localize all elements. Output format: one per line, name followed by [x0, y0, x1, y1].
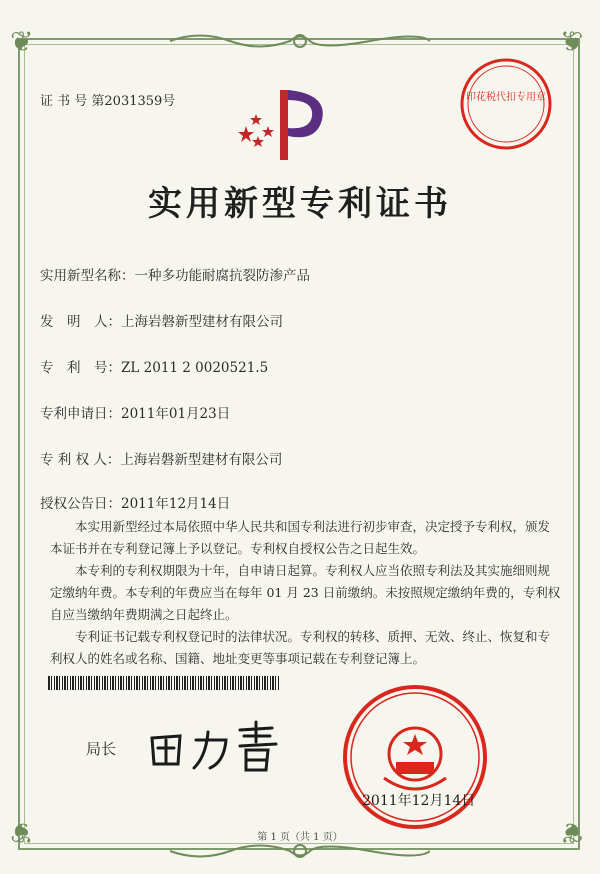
field-grant-date: 授权公告日：2011年12月14日 [40, 496, 231, 512]
field-patent-number: 专 利 号：ZL 2011 2 0020521.5 [40, 360, 269, 376]
body-paragraph: 本专利的专利权期限为十年，自申请日起算。专利权人应当依照专利法及其实施细则规定缴纳年费。本专利的年费应当在每年 01 月 23 日前缴纳。未按照规定缴纳年费的，专利权自应当缴纳年费期满之日起终止。 [50, 563, 561, 622]
barcode-icon [48, 676, 280, 690]
body-paragraph: 本实用新型经过本局依照中华人民共和国专利法进行初步审查，决定授予专利权，颁发本证书并在专利登记簿上予以登记。专利权自授权公告之日起生效。 [50, 519, 551, 556]
bottom-ornament-icon [170, 840, 430, 862]
field-patent-holder: 专 利 权 人：上海岩磐新型建材有限公司 [40, 452, 283, 468]
page-title: 实用新型专利证书 [148, 184, 452, 224]
field-filing-date: 专利申请日：2011年01月23日 [40, 406, 231, 422]
field-utility-model-name: 实用新型名称：一种多功能耐腐抗裂防渗产品 [40, 268, 310, 284]
director-label: 局长 [86, 740, 117, 758]
tax-stamp-icon [458, 56, 554, 152]
tax-stamp-text: 印花税代扣专用章 [466, 92, 546, 103]
certificate-body [50, 516, 562, 670]
field-inventor: 发 明 人：上海岩磐新型建材有限公司 [40, 314, 283, 330]
patent-office-logo-icon [236, 84, 336, 164]
top-ornament-icon [170, 30, 430, 52]
body-paragraph: 专利证书记载专利权登记时的法律状况。专利权的转移、质押、无效、终止、恢复和专利权人的姓名或名称、国籍、地址变更等事项记载在专利登记簿上。 [50, 629, 551, 666]
corner-ornament-icon: ❦ [10, 816, 34, 849]
certificate-number: 证 书 号 第2031359号 [40, 94, 176, 109]
corner-ornament-icon: ❦ [10, 25, 34, 58]
issue-date: 2011年12月14日 [362, 793, 476, 809]
page-number: 第 1 页（共 1 页） [257, 832, 343, 843]
corner-ornament-icon: ❦ [560, 25, 584, 58]
corner-ornament-icon: ❦ [560, 816, 584, 849]
director-signature [140, 718, 300, 778]
